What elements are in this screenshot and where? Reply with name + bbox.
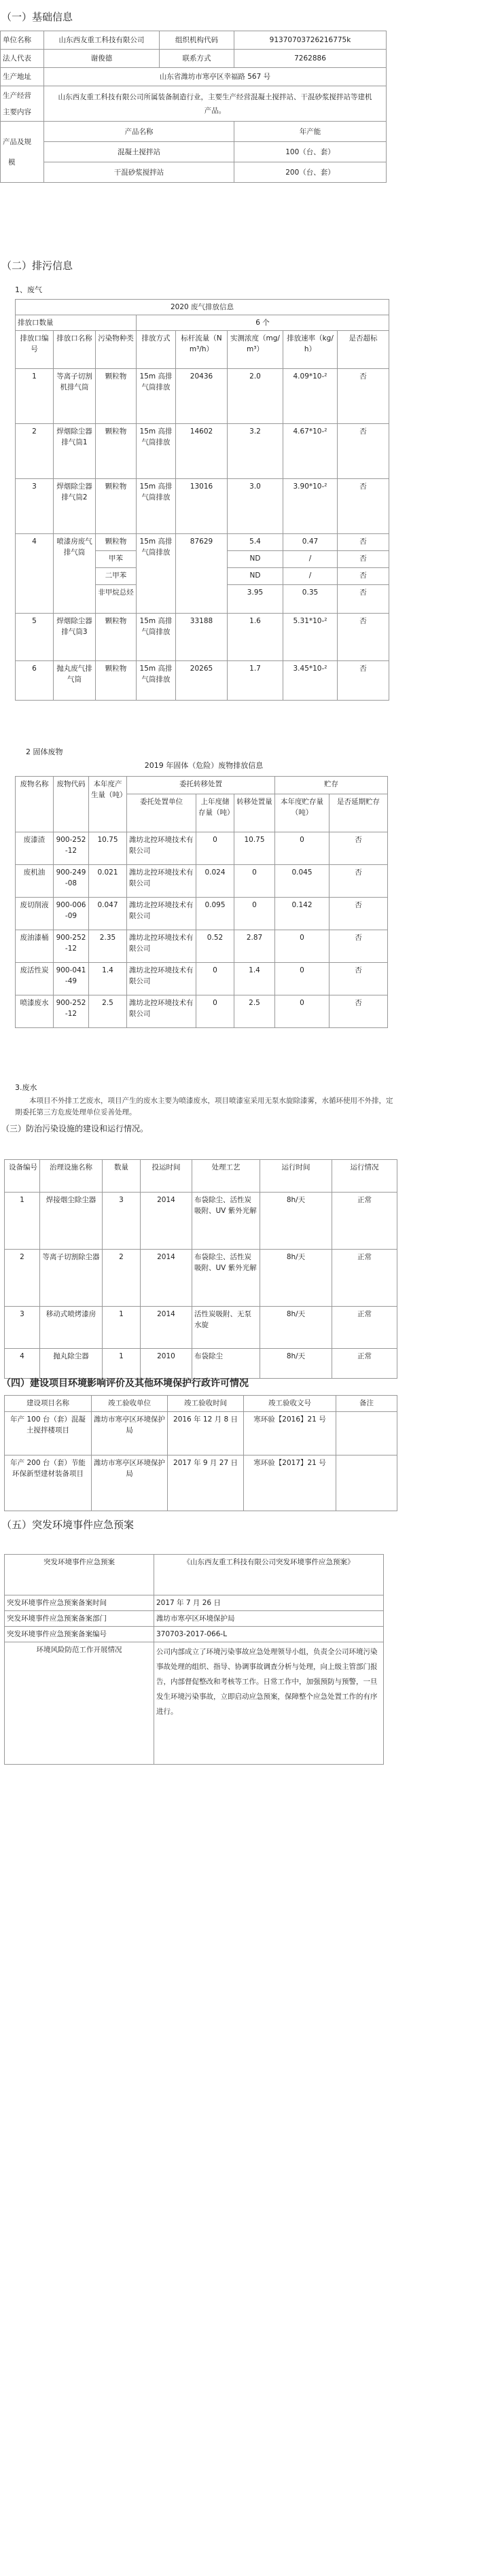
flow: 13016 (176, 479, 228, 534)
exceed-flag: 否 (338, 479, 389, 534)
disposal-unit: 潍坊北控环境技术有限公司 (127, 963, 196, 995)
contact-label: 联系方式 (160, 50, 234, 68)
annual-amount: 2.35 (89, 930, 127, 963)
facility-hours: 8h/天 (260, 1250, 332, 1307)
emergency-section (0, 1517, 481, 1716)
project-name: 年产 200 台（套）节能环保新型建材装备项目 (5, 1455, 92, 1511)
waste-name: 废机油 (16, 865, 54, 898)
concentration: 3.95 (228, 585, 283, 614)
emission-section (0, 258, 481, 1116)
filing-no-value: 370703-2017-066-L (154, 1627, 384, 1642)
solid-subtitle: 2 固体废物 (26, 747, 63, 756)
facility-table (4, 1159, 397, 1379)
basic-info-section (0, 0, 481, 177)
concentration: 3.0 (228, 479, 283, 534)
products-header-name: 产品名称 (44, 122, 234, 142)
pollutant: 颗粒物 (96, 534, 137, 551)
concentration: ND (228, 568, 283, 585)
products-label-line2: 模 (8, 158, 16, 166)
facility-no: 3 (5, 1307, 40, 1349)
gas-emission-table (15, 299, 389, 701)
outlet-no: 1 (16, 369, 54, 424)
pollutant: 颗粒物 (96, 614, 137, 661)
contact-value: 7262886 (234, 50, 387, 68)
exceed-flag: 否 (338, 568, 389, 585)
acceptance-unit: 潍坊市寒亭区环境保护局 (92, 1455, 168, 1511)
emergency-title: （五）突发环境事件应急预案 (1, 1519, 135, 1531)
product-capacity: 100（台、套） (234, 142, 387, 162)
legal-rep-value: 谢俊德 (44, 50, 160, 68)
col-header: 本年度贮存量（吨） (275, 794, 329, 832)
products-label-line1: 产品及规 (3, 137, 31, 146)
disposal-unit: 潍坊北控环境技术有限公司 (127, 995, 196, 1028)
facility-hours: 8h/天 (260, 1307, 332, 1349)
extended-flag: 否 (329, 930, 388, 963)
annual-amount: 0.021 (89, 865, 127, 898)
outlet-name: 喷漆房废气排气筒 (54, 534, 96, 614)
transfer-amount: 0 (234, 865, 275, 898)
table-row (5, 1455, 397, 1511)
facility-hours: 8h/天 (260, 1193, 332, 1250)
acceptance-time: 2016 年 12 月 8 日 (168, 1412, 244, 1455)
outlet-name: 焊烟除尘器排气筒2 (54, 479, 96, 534)
eia-header-row (5, 1396, 397, 1412)
eia-title: （四）建设项目环境影响评价及其他环境保护行政许可情况 (1, 1378, 249, 1389)
table-row (16, 614, 389, 661)
col-header: 废物代码 (54, 777, 89, 832)
col-header: 竣工验收单位 (92, 1396, 168, 1412)
col-header: 废物名称 (16, 777, 54, 832)
outlet-name: 抛丸废气排气筒 (54, 661, 96, 701)
last-year-stock: 0.095 (196, 898, 234, 930)
exceed-flag: 否 (338, 614, 389, 661)
emission-rate: 4.67*10-² (283, 424, 338, 479)
business-label (1, 86, 44, 122)
facility-name: 等离子切割除尘器 (40, 1250, 103, 1307)
facility-status: 正常 (332, 1250, 397, 1307)
unit-name-label: 单位名称 (1, 31, 44, 50)
solid-table-title: 2019 年固体（危险）废物排放信息 (144, 761, 264, 770)
col-header: 竣工验收文号 (244, 1396, 336, 1412)
col-header: 设备编号 (5, 1160, 40, 1193)
transfer-amount: 2.87 (234, 930, 275, 963)
acceptance-doc: 寒环验【2016】21 号 (244, 1412, 336, 1455)
product-row (1, 142, 387, 162)
outlet-count-label: 排放口数量 (16, 315, 137, 331)
acceptance-time: 2017 年 9 月 27 日 (168, 1455, 244, 1511)
emission-rate: 0.35 (283, 585, 338, 614)
table-row (16, 930, 388, 963)
outlet-no: 6 (16, 661, 54, 701)
col-header: 治理设施名称 (40, 1160, 103, 1193)
facility-qty: 2 (103, 1250, 141, 1307)
water-subtitle: 3.废水 (15, 1083, 37, 1092)
col-header: 投运时间 (141, 1160, 192, 1193)
emergency-table (4, 1554, 384, 1765)
concentration: 1.6 (228, 614, 283, 661)
col-header: 排放方式 (137, 331, 176, 369)
col-header: 运行情况 (332, 1160, 397, 1193)
exceed-flag: 否 (338, 661, 389, 701)
outlet-name: 焊烟除尘器排气筒3 (54, 614, 96, 661)
table-row (16, 995, 388, 1028)
emission-rate: 5.31*10-² (283, 614, 338, 661)
pollutant: 颗粒物 (96, 369, 137, 424)
outlet-no: 4 (16, 534, 54, 614)
discharge-method: 15m 高排气筒排放 (137, 424, 176, 479)
emission-rate: / (283, 551, 338, 568)
storage-amount: 0.045 (275, 865, 329, 898)
exceed-flag: 否 (338, 369, 389, 424)
gas-subtitle: 1、废气 (15, 285, 42, 294)
table-row (16, 832, 388, 865)
table-row (16, 424, 389, 479)
discharge-method: 15m 高排气筒排放 (137, 614, 176, 661)
filing-time-value: 2017 年 7 月 26 日 (154, 1595, 384, 1611)
facility-year: 2010 (141, 1349, 192, 1379)
flow: 87629 (176, 534, 228, 614)
waste-code: 900-252-12 (54, 995, 89, 1028)
waste-name: 废活性炭 (16, 963, 54, 995)
storage-amount: 0 (275, 832, 329, 865)
transfer-amount: 10.75 (234, 832, 275, 865)
business-text: 山东西友重工科技有限公司所属装备制造行业，主要生产经营混凝土搅拌站、干混砂浆搅拌站等建机产品。 (44, 86, 387, 122)
facility-qty: 3 (103, 1193, 141, 1250)
emission-rate: 3.90*10-² (283, 479, 338, 534)
last-year-stock: 0.52 (196, 930, 234, 963)
annual-amount: 10.75 (89, 832, 127, 865)
transfer-amount: 1.4 (234, 963, 275, 995)
facility-name: 焊接烟尘除尘器 (40, 1193, 103, 1250)
extended-flag: 否 (329, 865, 388, 898)
outlet-name: 等离子切割机排气筒 (54, 369, 96, 424)
business-label-line1: 生产经营 (3, 91, 31, 100)
facility-year: 2014 (141, 1193, 192, 1250)
remark (336, 1455, 397, 1511)
disposal-unit: 潍坊北控环境技术有限公司 (127, 898, 196, 930)
filing-dept-value: 潍坊市寒亭区环境保护局 (154, 1611, 384, 1627)
facility-name: 移动式喷烤漆房 (40, 1307, 103, 1349)
pollutant: 甲苯 (96, 551, 137, 568)
acceptance-doc: 寒环验【2017】21 号 (244, 1455, 336, 1511)
outlet-name: 焊烟除尘器排气筒1 (54, 424, 96, 479)
facility-status: 正常 (332, 1349, 397, 1379)
col-header: 标杆流量（Nm³/h） (176, 331, 228, 369)
legal-rep-label: 法人代表 (1, 50, 44, 68)
pollutant: 颗粒物 (96, 424, 137, 479)
project-name: 年产 100 台（套）混凝土搅拌楼项目 (5, 1412, 92, 1455)
acceptance-unit: 潍坊市寒亭区环境保护局 (92, 1412, 168, 1455)
col-header: 是否延期贮存 (329, 794, 388, 832)
table-row (5, 1250, 397, 1307)
concentration: ND (228, 551, 283, 568)
col-header: 排放口名称 (54, 331, 96, 369)
facility-no: 4 (5, 1349, 40, 1379)
col-header: 委托转移处置 (127, 777, 275, 794)
col-header: 竣工验收时间 (168, 1396, 244, 1412)
discharge-method: 15m 高排气筒排放 (137, 479, 176, 534)
filing-dept-label: 突发环境事件应急预案备案部门 (5, 1611, 154, 1627)
waste-name: 废漆渣 (16, 832, 54, 865)
table-row (5, 1307, 397, 1349)
extended-flag: 否 (329, 963, 388, 995)
exceed-flag: 否 (338, 534, 389, 551)
storage-amount: 0 (275, 930, 329, 963)
facility-process: 布袋除尘 (192, 1349, 260, 1379)
waste-name: 废切削液 (16, 898, 54, 930)
table-row (16, 369, 389, 424)
emission-rate: 3.45*10-² (283, 661, 338, 701)
concentration: 1.7 (228, 661, 283, 701)
table-row (16, 661, 389, 701)
col-header: 贮存 (275, 777, 388, 794)
col-header: 处理工艺 (192, 1160, 260, 1193)
col-header: 是否超标 (338, 331, 389, 369)
facility-year: 2014 (141, 1307, 192, 1349)
product-capacity: 200（台、套） (234, 162, 387, 183)
waste-code: 900-252-12 (54, 832, 89, 865)
table-row (5, 1349, 397, 1379)
col-header: 本年度产生量（吨） (89, 777, 127, 832)
table-row (16, 898, 388, 930)
disposal-unit: 潍坊北控环境技术有限公司 (127, 930, 196, 963)
outlet-no: 2 (16, 424, 54, 479)
concentration: 3.2 (228, 424, 283, 479)
exceed-flag: 否 (338, 551, 389, 568)
table-row (16, 963, 388, 995)
discharge-method: 15m 高排气筒排放 (137, 534, 176, 614)
outlet-no: 3 (16, 479, 54, 534)
org-code-label: 组织机构代码 (160, 31, 234, 50)
flow: 20265 (176, 661, 228, 701)
flow: 14602 (176, 424, 228, 479)
discharge-method: 15m 高排气筒排放 (137, 661, 176, 701)
product-name: 干混砂浆搅拌站 (44, 162, 234, 183)
filing-no-label: 突发环境事件应急预案备案编号 (5, 1627, 154, 1642)
plan-value: 《山东西友重工科技有限公司突发环境事件应急预案》 (154, 1555, 384, 1595)
waste-name: 废油漆桶 (16, 930, 54, 963)
table-row (5, 1627, 384, 1642)
basic-info-table (0, 31, 387, 183)
flow: 20436 (176, 369, 228, 424)
exceed-flag: 否 (338, 585, 389, 614)
facility-header-row (5, 1160, 397, 1193)
water-text: 本项目不外排工艺废水，项目产生的废水主要为喷漆废水，项目喷漆室采用无泵水旋除漆雾，水循环使用不外排，定期委托第三方危废处理单位妥善处理。 (15, 1097, 393, 1116)
col-header: 污染物种类 (96, 331, 137, 369)
last-year-stock: 0 (196, 832, 234, 865)
emission-rate: 4.09*10-² (283, 369, 338, 424)
table-row (5, 1555, 384, 1595)
transfer-amount: 0 (234, 898, 275, 930)
waste-code: 900-252-12 (54, 930, 89, 963)
product-row (1, 162, 387, 183)
business-label-line2: 主要内容 (3, 107, 31, 116)
remark (336, 1412, 397, 1455)
annual-amount: 0.047 (89, 898, 127, 930)
emission-title: （二）排污信息 (1, 260, 73, 272)
org-code-value: 91370703726216775k (234, 31, 387, 50)
plan-label: 突发环境事件应急预案 (5, 1555, 154, 1595)
facility-name: 抛丸除尘器 (40, 1349, 103, 1379)
table-row (5, 1642, 384, 1765)
unit-name-value: 山东西友重工科技有限公司 (44, 31, 160, 50)
extended-flag: 否 (329, 898, 388, 930)
table-row (5, 1193, 397, 1250)
table-row (5, 1611, 384, 1627)
col-header: 排放口编号 (16, 331, 54, 369)
discharge-method: 15m 高排气筒排放 (137, 369, 176, 424)
facility-status: 正常 (332, 1193, 397, 1250)
products-header-capacity: 年产能 (234, 122, 387, 142)
disposal-unit: 潍坊北控环境技术有限公司 (127, 832, 196, 865)
col-header: 数量 (103, 1160, 141, 1193)
facility-title: （三）防治污染设施的建设和运行情况。 (1, 1124, 149, 1133)
col-header: 排放速率（kg/h） (283, 331, 338, 369)
concentration: 2.0 (228, 369, 283, 424)
gas-table-title: 2020 废气排放信息 (16, 300, 389, 315)
last-year-stock: 0 (196, 995, 234, 1028)
pollutant: 颗粒物 (96, 661, 137, 701)
annual-amount: 2.5 (89, 995, 127, 1028)
table-row (5, 1595, 384, 1611)
address-label: 生产地址 (1, 68, 44, 86)
waste-code: 900-041-49 (54, 963, 89, 995)
facility-process: 布袋除尘、活性炭吸附、UV 紫外光解 (192, 1250, 260, 1307)
facility-hours: 8h/天 (260, 1349, 332, 1379)
emission-rate: 0.47 (283, 534, 338, 551)
waste-code: 900-249-08 (54, 865, 89, 898)
waste-name: 喷漆废水 (16, 995, 54, 1028)
facility-no: 1 (5, 1193, 40, 1250)
facility-status: 正常 (332, 1307, 397, 1349)
risk-prevention-value: 公司内部成立了环境污染事故应急处理领导小组，负责全公司环境污染事故处理的组织、指导、协调事故调查分析与处理，向上级主管部门报告，内部督促整改和考核等工作。日常工作中，加强预防与预警，一旦发生环境污染事故，立即启动应急预案，保障整个应急处置工作的有序进行。 (154, 1642, 384, 1765)
last-year-stock: 0 (196, 963, 234, 995)
col-header: 建设项目名称 (5, 1396, 92, 1412)
emission-rate: / (283, 568, 338, 585)
basic-info-title: （一）基础信息 (1, 11, 73, 23)
annual-amount: 1.4 (89, 963, 127, 995)
extended-flag: 否 (329, 995, 388, 1028)
pollutant: 非甲烷总烃 (96, 585, 137, 614)
facility-process: 布袋除尘、活性炭吸附、UV 紫外光解 (192, 1193, 260, 1250)
col-header: 实测浓度（mg/m³） (228, 331, 283, 369)
disposal-unit: 潍坊北控环境技术有限公司 (127, 865, 196, 898)
col-header: 备注 (336, 1396, 397, 1412)
solid-waste-table (15, 776, 388, 1028)
exceed-flag: 否 (338, 424, 389, 479)
table-row (16, 479, 389, 534)
product-name: 混凝土搅拌站 (44, 142, 234, 162)
col-header: 委托处置单位 (127, 794, 196, 832)
col-header: 运行时间 (260, 1160, 332, 1193)
filing-time-label: 突发环境事件应急预案备案时间 (5, 1595, 154, 1611)
facility-qty: 1 (103, 1307, 141, 1349)
concentration: 5.4 (228, 534, 283, 551)
eia-table (4, 1395, 397, 1511)
outlet-count-value: 6 个 (137, 315, 389, 331)
facility-qty: 1 (103, 1349, 141, 1379)
extended-flag: 否 (329, 832, 388, 865)
table-row (16, 534, 389, 551)
col-header: 上年度储存量（吨） (196, 794, 234, 832)
outlet-no: 5 (16, 614, 54, 661)
waste-code: 900-006-09 (54, 898, 89, 930)
eia-section (0, 1376, 481, 1478)
table-row (16, 865, 388, 898)
gas-header-row (16, 331, 389, 369)
facility-year: 2014 (141, 1250, 192, 1307)
storage-amount: 0 (275, 963, 329, 995)
transfer-amount: 2.5 (234, 995, 275, 1028)
risk-prevention-label: 环境风险防范工作开展情况 (5, 1642, 154, 1765)
last-year-stock: 0.024 (196, 865, 234, 898)
col-header: 转移处置量 (234, 794, 275, 832)
pollutant: 颗粒物 (96, 479, 137, 534)
table-row (5, 1412, 397, 1455)
facility-process: 活性炭吸附、无泵水旋 (192, 1307, 260, 1349)
pollutant: 二甲苯 (96, 568, 137, 585)
storage-amount: 0.142 (275, 898, 329, 930)
storage-amount: 0 (275, 995, 329, 1028)
facility-no: 2 (5, 1250, 40, 1307)
address-value: 山东省潍坊市寒亭区幸福路 567 号 (44, 68, 387, 86)
facility-section (0, 1123, 481, 1360)
products-label (1, 122, 44, 183)
flow: 33188 (176, 614, 228, 661)
